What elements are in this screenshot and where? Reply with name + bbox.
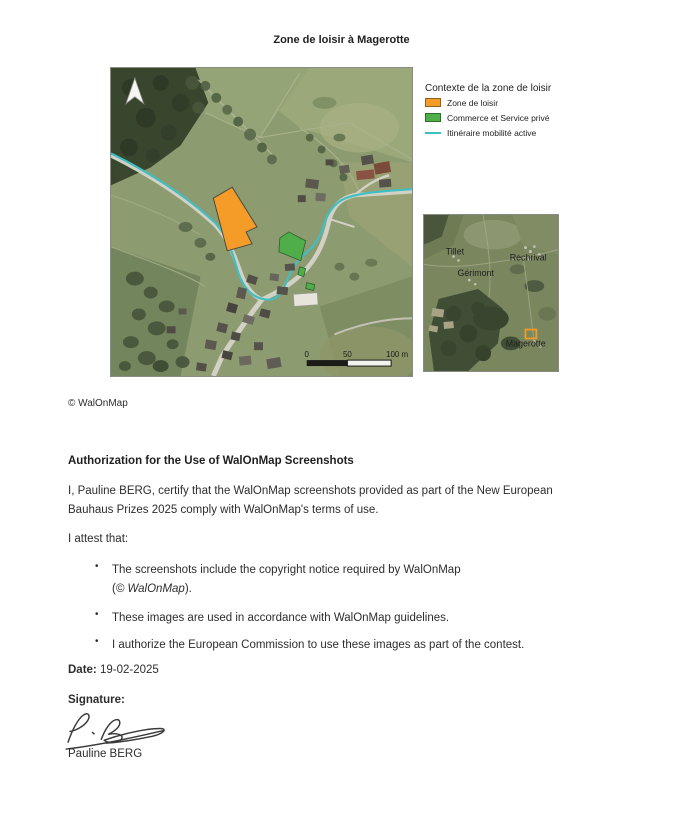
bullet1-italic: © WalOnMap xyxy=(115,583,185,595)
bullet-icon: • xyxy=(95,609,99,620)
bullet-text xyxy=(112,561,461,599)
bullet1-line1: The screenshots include the copyright notice required by WalOnMap xyxy=(112,564,461,576)
signature-image xyxy=(62,707,170,751)
attest-line: I attest that: xyxy=(68,533,129,545)
intro-line-2: Bauhaus Prizes 2025 comply with WalOnMap's terms of use. xyxy=(68,504,379,516)
authorization-heading: Authorization for the Use of WalOnMap Screenshots xyxy=(68,455,354,467)
legend-item-itineraire xyxy=(425,127,635,138)
date-value: 19-02-2025 xyxy=(96,664,159,676)
signature-label: Signature: xyxy=(68,694,125,706)
bullet-item-2 xyxy=(95,609,449,628)
inset-label-magerotte: Magerotte xyxy=(505,338,546,349)
legend-label: Commerce et Service privé xyxy=(447,112,550,123)
legend-item-commerce xyxy=(425,112,635,123)
copyright-notice: © WalOnMap xyxy=(68,398,128,409)
legend-title: Contexte de la zone de loisir xyxy=(425,83,552,94)
legend-item-zone xyxy=(425,97,635,108)
date-label: Date: xyxy=(68,664,97,676)
scale-label-zero: 0 xyxy=(304,350,309,360)
bullet-item-3 xyxy=(95,636,524,655)
itineraire-line-swatch xyxy=(425,132,441,135)
inset-aerial-photo xyxy=(424,215,558,371)
inset-label-rechrival: Rechrival xyxy=(509,252,547,263)
scale-label-hundred: 100 m xyxy=(386,350,409,360)
inset-label-gerimont: Gérimont xyxy=(457,268,494,279)
aerial-photo xyxy=(111,68,412,376)
bullet-icon: • xyxy=(95,561,99,572)
commerce-swatch xyxy=(425,113,441,122)
main-map xyxy=(110,67,413,377)
bullet-item-1 xyxy=(95,561,461,599)
legend-label: Itinéraire mobilité active xyxy=(447,127,537,138)
bullet-text: I authorize the European Commission to use these images as part of the contest. xyxy=(112,639,525,651)
bullet1-paren-open: ( xyxy=(112,583,116,595)
bullet1-paren-close: ). xyxy=(184,583,192,595)
bullet-icon: • xyxy=(95,636,99,647)
zone-de-loisir-swatch xyxy=(425,98,441,107)
date-line xyxy=(68,664,159,676)
intro-line-1: I, Pauline BERG, certify that the WalOnMap screenshots provided as part of the New European xyxy=(68,485,553,497)
bullet-text: These images are used in accordance with WalOnMap guidelines. xyxy=(112,612,450,624)
legend-label: Zone de loisir xyxy=(447,97,499,108)
inset-label-tillet: Tillet xyxy=(445,246,465,257)
signer-name: Pauline BERG xyxy=(68,748,143,760)
page-title: Zone de loisir à Magerotte xyxy=(273,34,410,46)
legend xyxy=(425,83,635,142)
scale-label-fifty: 50 xyxy=(343,350,352,360)
inset-map xyxy=(423,214,559,372)
